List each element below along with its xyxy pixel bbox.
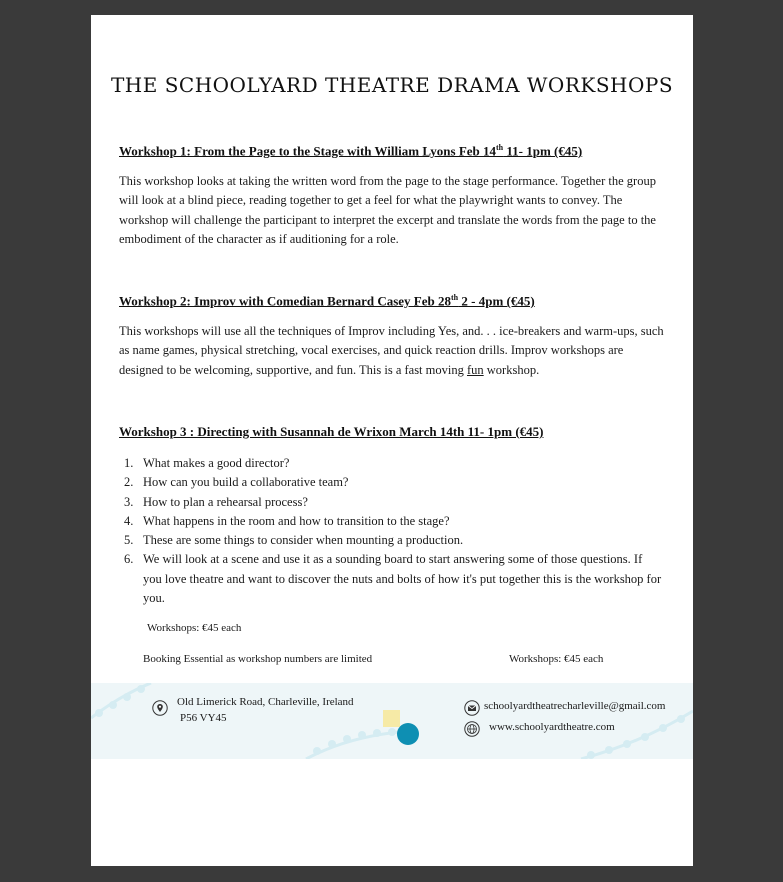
- workshop-2-description-end: workshop.: [483, 362, 540, 377]
- list-item: [119, 454, 664, 473]
- list-item-number: 1.: [124, 456, 134, 470]
- workshop-1-heading: [119, 143, 582, 159]
- list-item-text: How to plan a rehearsal process?: [143, 494, 308, 509]
- booking-note: Booking Essential as workshop numbers are limited: [143, 653, 373, 665]
- globe-icon: [464, 721, 480, 737]
- list-item-number: 5.: [124, 533, 134, 548]
- workshop-2-heading-text: Workshop 2: Improv with Comedian Bernard Casey Feb 28: [119, 293, 452, 309]
- contact-footer: [91, 683, 693, 759]
- document-page: [91, 15, 693, 866]
- email-link[interactable]: schoolyardtheatrecharleville@gmail.com: [484, 700, 666, 712]
- list-item-number: 3.: [124, 494, 134, 509]
- workshop-2-heading-sup: th: [451, 293, 459, 302]
- workshop-1-heading-text: Workshop 1: From the Page to the Stage with William Lyons Feb 14: [119, 143, 497, 159]
- price-note-right: Workshops: €45 each: [509, 653, 604, 665]
- address-line-2: P56 VY45: [180, 712, 227, 724]
- page-title: THE SCHOOLYARD THEATRE DRAMA WORKSHOPS: [110, 73, 674, 97]
- website-link[interactable]: www.schoolyardtheatre.com: [489, 721, 615, 733]
- workshop-2-fun-emphasis: fun: [466, 362, 484, 377]
- price-note: Workshops: €45 each: [147, 622, 242, 634]
- list-item: [119, 550, 664, 608]
- list-item-text: What makes a good director?: [143, 456, 290, 470]
- workshop-1-heading-sup: th: [496, 143, 504, 152]
- workshop-1-description: This workshop looks at taking the written word from the page to the stage performance. Together the group will look at a blind piece, reading together to get a feel for what the playwright wants to convey. The workshop will challenge the participant to interpret the excerpt and translate the words from the page to the embodiment of the character as if auditioning for a role.: [119, 174, 656, 246]
- email-icon: [464, 700, 480, 716]
- list-item: [119, 473, 664, 492]
- list-item-text: What happens in the room and how to transition to the stage?: [143, 513, 450, 528]
- list-item: [119, 493, 664, 512]
- list-item-text: These are some things to consider when mounting a production.: [143, 533, 464, 548]
- list-item-text: We will look at a scene and use it as a sounding board to start answering some of those questions. If you love theatre and want to discover the nuts and bolts of how it's put together this is the workshop for you.: [143, 552, 662, 606]
- address-line-1: Old Limerick Road, Charleville, Ireland: [177, 696, 354, 708]
- list-item: [119, 531, 664, 550]
- list-item: [119, 512, 664, 531]
- list-item-number: 2.: [124, 475, 134, 490]
- list-item-number: 6.: [124, 552, 134, 567]
- workshop-3-topic-list: [119, 454, 664, 608]
- workshop-2-heading-time: 2 - 4pm (€45): [458, 293, 535, 309]
- workshop-2-heading: [119, 293, 535, 309]
- location-pin-icon: [152, 700, 168, 716]
- list-item-text: How can you build a collaborative team?: [143, 475, 349, 490]
- workshop-1-heading-time: 11- 1pm (€45): [503, 143, 583, 159]
- list-item-number: 4.: [124, 513, 134, 528]
- workshop-2-description: [119, 322, 664, 380]
- workshop-2-description-text: This workshops will use all the techniques of Improv including Yes, and. . . ice-breakers and warm-ups, such as name games, physical stretching, vocal exercises, and quick reaction drills. Improv workshops are designed to be welcoming, supportive, and fun. This is a fast moving: [119, 324, 664, 377]
- workshop-3-heading: Workshop 3 : Directing with Susannah de Wrixon March 14th 11- 1pm (€45): [119, 424, 544, 439]
